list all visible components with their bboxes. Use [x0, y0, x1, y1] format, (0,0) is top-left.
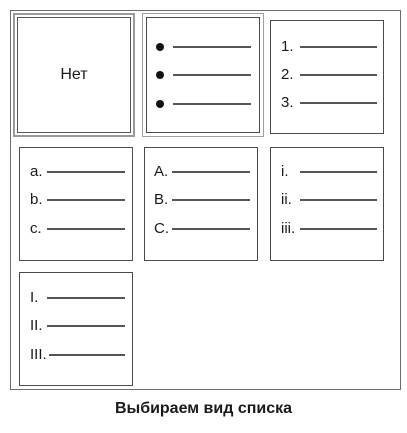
text-line [172, 199, 250, 201]
list-item-row [271, 219, 383, 239]
text-line [47, 325, 125, 327]
list-style-none-tile[interactable] [13, 13, 135, 137]
list-item-row [271, 37, 383, 57]
text-line [173, 46, 251, 48]
list-style-upper-roman-tile[interactable] [19, 272, 133, 386]
list-item-row [271, 162, 383, 182]
list-item-row [271, 93, 383, 113]
text-line [172, 228, 250, 230]
figure-caption: Выбираем вид списка [114, 400, 293, 417]
text-line [173, 103, 251, 105]
list-marker: II. [30, 317, 43, 334]
list-style-bullets-tile[interactable] [142, 13, 264, 137]
list-marker: iii. [281, 220, 296, 237]
text-line [300, 171, 377, 173]
text-line [47, 228, 125, 230]
list-marker: C. [154, 220, 169, 237]
list-item-row [143, 65, 263, 85]
bullet-icon [156, 100, 164, 108]
list-marker: III. [30, 346, 47, 363]
text-line [300, 46, 377, 48]
list-style-upper-alpha-tile[interactable] [144, 147, 258, 261]
list-marker: B. [154, 191, 169, 208]
list-marker: b. [30, 191, 43, 208]
list-marker: i. [281, 163, 289, 180]
bullet-icon [156, 71, 164, 79]
list-marker: I. [30, 289, 39, 306]
list-item-row [271, 190, 383, 210]
list-style-gallery [10, 10, 401, 390]
list-item-row [145, 219, 257, 239]
text-line [47, 297, 125, 299]
list-marker: A. [154, 163, 169, 180]
text-line [300, 102, 377, 104]
text-line [172, 171, 250, 173]
list-item-row [20, 190, 132, 210]
list-item-row [143, 94, 263, 114]
list-item-row [20, 288, 132, 308]
list-item-row [20, 162, 132, 182]
text-line [47, 171, 125, 173]
list-item-row [145, 190, 257, 210]
list-marker: 2. [281, 66, 294, 83]
list-style-lower-roman-tile[interactable] [270, 147, 384, 261]
list-item-row [20, 219, 132, 239]
text-line [47, 199, 125, 201]
list-item-row [20, 316, 132, 336]
list-marker: a. [30, 163, 43, 180]
list-style-lower-alpha-tile[interactable] [19, 147, 133, 261]
text-line [300, 228, 377, 230]
list-marker: ii. [281, 191, 292, 208]
list-item-row [145, 162, 257, 182]
list-marker: 1. [281, 38, 294, 55]
text-line [173, 74, 251, 76]
text-line [49, 354, 125, 356]
list-style-none-label: Нет [60, 66, 88, 83]
list-item-row [20, 345, 132, 365]
list-marker: 3. [281, 94, 294, 111]
text-line [300, 74, 377, 76]
list-item-row [271, 65, 383, 85]
list-style-numbers-tile[interactable] [270, 20, 384, 134]
list-item-row [143, 37, 263, 57]
list-marker: c. [30, 220, 42, 237]
text-line [300, 199, 377, 201]
bullet-icon [156, 43, 164, 51]
